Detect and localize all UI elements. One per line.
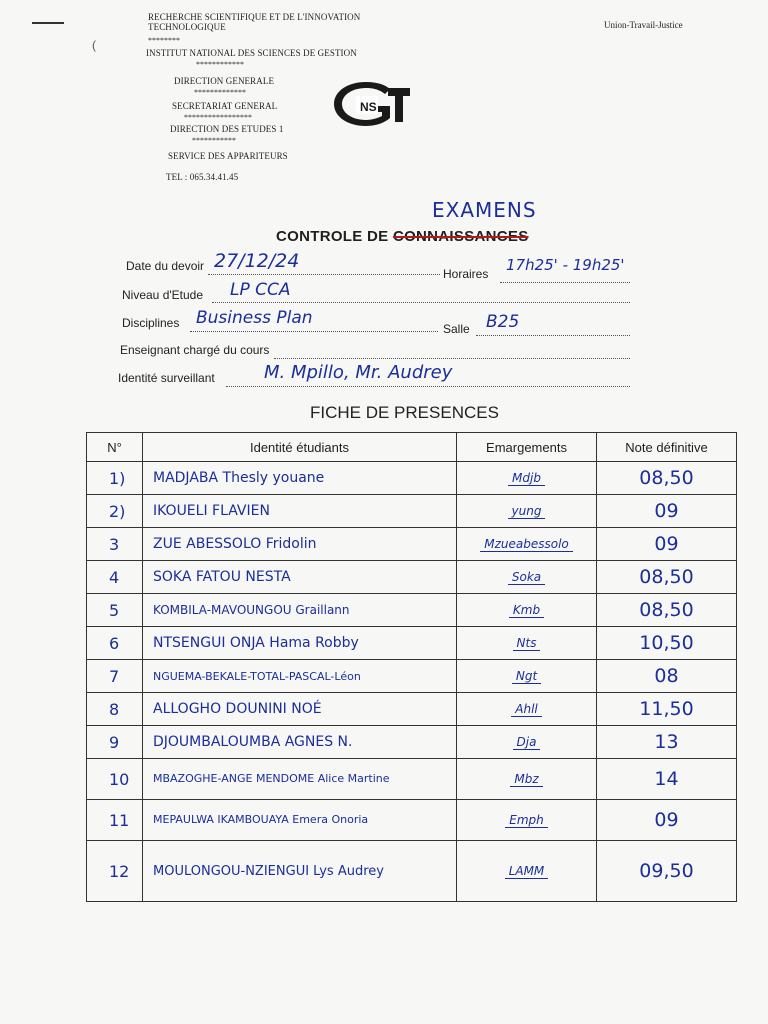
student-name: MADJABA Thesly youane bbox=[143, 462, 457, 495]
final-grade: 08,50 bbox=[597, 561, 737, 594]
final-grade: 08,50 bbox=[597, 594, 737, 627]
niveau-value: LP CCA bbox=[230, 280, 291, 300]
svg-text:NS: NS bbox=[360, 100, 377, 114]
separator-stars: ************ bbox=[196, 60, 244, 69]
signature-mark: Kmb bbox=[509, 603, 544, 618]
final-grade: 11,50 bbox=[597, 693, 737, 726]
service-appariteurs: SERVICE DES APPARITEURS bbox=[168, 151, 288, 161]
insg-logo bbox=[330, 78, 412, 130]
row-number: 1) bbox=[87, 462, 143, 495]
attendance-table bbox=[86, 432, 737, 902]
direction-generale: DIRECTION GENERALE bbox=[174, 76, 275, 86]
horaires-label: Horaires bbox=[443, 267, 489, 281]
student-name: KOMBILA-MAVOUNGOU Graillann bbox=[143, 594, 457, 627]
col-header-signature: Emargements bbox=[457, 433, 597, 462]
corner-mark bbox=[32, 22, 64, 24]
horaires-dotted-line bbox=[500, 282, 630, 283]
row-number: 3 bbox=[87, 528, 143, 561]
table-row bbox=[87, 660, 737, 693]
direction-etudes: DIRECTION DES ETUDES 1 bbox=[170, 124, 284, 134]
signature-mark: Ngt bbox=[512, 669, 541, 684]
row-number: 11 bbox=[87, 800, 143, 841]
exam-type-handwritten: EXAMENS bbox=[432, 198, 537, 222]
table-row bbox=[87, 561, 737, 594]
final-grade: 09 bbox=[597, 800, 737, 841]
table-row bbox=[87, 594, 737, 627]
niveau-dotted-line bbox=[212, 302, 630, 303]
table-row bbox=[87, 627, 737, 660]
row-number: 8 bbox=[87, 693, 143, 726]
row-number: 2) bbox=[87, 495, 143, 528]
separator-stars: ******** bbox=[148, 36, 180, 45]
niveau-label: Niveau d'Etude bbox=[122, 288, 204, 302]
enseignant-label: Enseignant chargé du cours bbox=[120, 343, 270, 357]
date-value: 27/12/24 bbox=[214, 250, 300, 272]
separator-stars: *********** bbox=[192, 136, 236, 145]
final-grade: 09,50 bbox=[597, 841, 737, 902]
punch-mark: ( bbox=[92, 38, 96, 52]
document-title bbox=[276, 228, 529, 245]
signature-mark: Mbz bbox=[510, 772, 542, 787]
final-grade: 08 bbox=[597, 660, 737, 693]
discipline-label: Disciplines bbox=[122, 316, 180, 330]
salle-dotted-line bbox=[476, 335, 630, 336]
signature-mark: Mdjb bbox=[508, 471, 545, 486]
signature bbox=[457, 462, 597, 495]
secretariat-general: SECRETARIAT GENERAL bbox=[172, 101, 278, 111]
table-row bbox=[87, 726, 737, 759]
table-row bbox=[87, 759, 737, 800]
surveillant-value: M. Mpillo, Mr. Audrey bbox=[264, 362, 453, 383]
final-grade: 09 bbox=[597, 528, 737, 561]
table-row bbox=[87, 800, 737, 841]
ministry-name: RECHERCHE SCIENTIFIQUE ET DE L'INNOVATION TECHNOLOGIQUE bbox=[148, 12, 361, 32]
signature bbox=[457, 841, 597, 902]
row-number: 6 bbox=[87, 627, 143, 660]
row-number: 5 bbox=[87, 594, 143, 627]
row-number: 9 bbox=[87, 726, 143, 759]
signature bbox=[457, 627, 597, 660]
signature bbox=[457, 693, 597, 726]
signature bbox=[457, 726, 597, 759]
student-name: SOKA FATOU NESTA bbox=[143, 561, 457, 594]
attendance-sheet-title: FICHE DE PRESENCES bbox=[310, 403, 499, 422]
signature bbox=[457, 495, 597, 528]
title-prefix: CONTROLE DE bbox=[276, 228, 389, 245]
col-header-number: N° bbox=[87, 433, 143, 462]
table-row bbox=[87, 462, 737, 495]
final-grade: 13 bbox=[597, 726, 737, 759]
signature bbox=[457, 800, 597, 841]
signature bbox=[457, 594, 597, 627]
separator-stars: ************* bbox=[194, 88, 246, 97]
institute-name: INSTITUT NATIONAL DES SCIENCES DE GESTION bbox=[146, 48, 357, 58]
signature-mark: yung bbox=[508, 504, 546, 519]
table-row bbox=[87, 841, 737, 902]
col-header-grade: Note définitive bbox=[597, 433, 737, 462]
student-name: MOULONGOU-NZIENGUI Lys Audrey bbox=[143, 841, 457, 902]
signature-mark: Mzueabessolo bbox=[480, 537, 573, 552]
telephone: TEL : 065.34.41.45 bbox=[166, 172, 239, 182]
row-number: 12 bbox=[87, 841, 143, 902]
student-name: NTSENGUI ONJA Hama Robby bbox=[143, 627, 457, 660]
student-name: DJOUMBALOUMBA AGNES N. bbox=[143, 726, 457, 759]
title-struck-word: CONNAISSANCES bbox=[392, 228, 529, 245]
final-grade: 14 bbox=[597, 759, 737, 800]
date-label: Date du devoir bbox=[126, 259, 205, 273]
table-row bbox=[87, 528, 737, 561]
student-name: MEPAULWA IKAMBOUAYA Emera Onoria bbox=[143, 800, 457, 841]
final-grade: 09 bbox=[597, 495, 737, 528]
student-name: MBAZOGHE-ANGE MENDOME Alice Martine bbox=[143, 759, 457, 800]
signature-mark: Dja bbox=[513, 735, 541, 750]
table-row bbox=[87, 693, 737, 726]
horaires-value: 17h25' - 19h25' bbox=[506, 256, 625, 274]
signature-mark: Emph bbox=[505, 813, 548, 828]
surveillant-label: Identité surveillant bbox=[118, 371, 215, 385]
final-grade: 10,50 bbox=[597, 627, 737, 660]
student-name: ZUE ABESSOLO Fridolin bbox=[143, 528, 457, 561]
salle-label: Salle bbox=[443, 322, 470, 336]
signature-mark: Ahll bbox=[511, 702, 541, 717]
discipline-value: Business Plan bbox=[196, 308, 313, 328]
salle-value: B25 bbox=[486, 312, 520, 332]
row-number: 10 bbox=[87, 759, 143, 800]
signature bbox=[457, 660, 597, 693]
enseignant-dotted-line bbox=[274, 358, 630, 359]
signature-mark: LAMM bbox=[505, 864, 549, 879]
student-name: ALLOGHO DOUNINI NOÉ bbox=[143, 693, 457, 726]
signature-mark: Nts bbox=[513, 636, 541, 651]
final-grade: 08,50 bbox=[597, 462, 737, 495]
discipline-dotted-line bbox=[190, 331, 438, 332]
row-number: 7 bbox=[87, 660, 143, 693]
student-name: NGUEMA-BEKALE-TOTAL-PASCAL-Léon bbox=[143, 660, 457, 693]
national-motto: Union-Travail-Justice bbox=[604, 20, 683, 30]
surveillant-dotted-line bbox=[226, 386, 630, 387]
student-name: IKOUELI FLAVIEN bbox=[143, 495, 457, 528]
signature bbox=[457, 528, 597, 561]
row-number: 4 bbox=[87, 561, 143, 594]
table-row bbox=[87, 495, 737, 528]
separator-stars: ***************** bbox=[184, 113, 252, 122]
signature bbox=[457, 561, 597, 594]
signature-mark: Soka bbox=[508, 570, 545, 585]
col-header-student: Identité étudiants bbox=[143, 433, 457, 462]
table-header-row bbox=[87, 433, 737, 462]
signature bbox=[457, 759, 597, 800]
date-dotted-line bbox=[208, 274, 440, 275]
